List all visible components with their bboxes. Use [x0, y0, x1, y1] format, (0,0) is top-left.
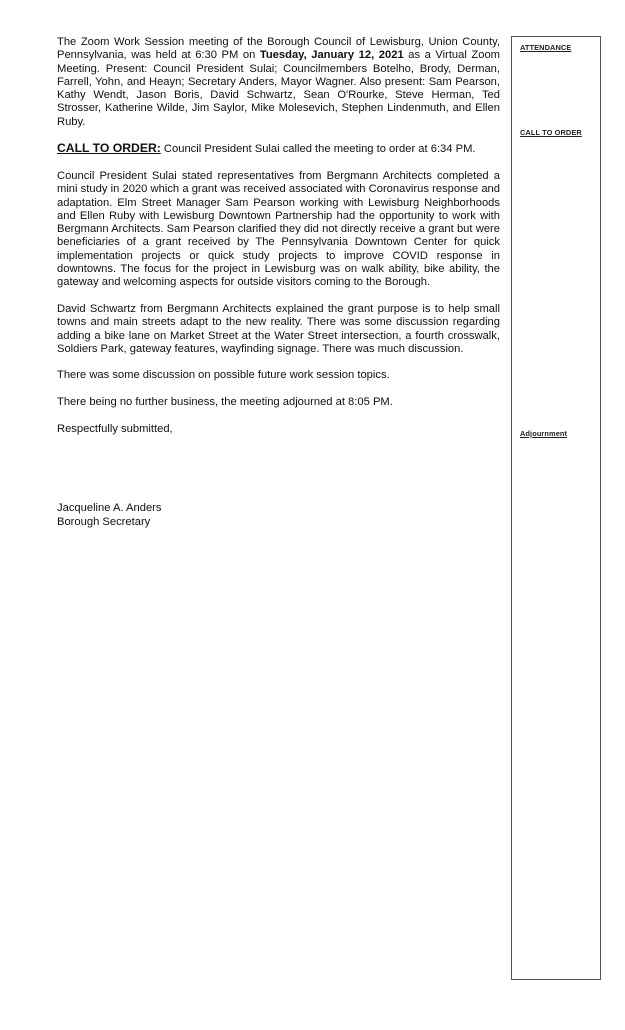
- sidebar-label-attendance: ATTENDANCE: [520, 43, 572, 52]
- margin-topic-sidebar: [511, 36, 601, 980]
- signature-block: [57, 502, 500, 529]
- intro-text: The Zoom Work Session meeting of the Borough Council of Lewisburg, Union County, Pennsylvania, was held at 6:30 PM on: [57, 36, 500, 62]
- call-to-order-paragraph: [57, 142, 500, 156]
- call-to-order-text: Council President Sulai called the meeting to order at 6:34 PM.: [160, 143, 476, 156]
- signature-space: [57, 449, 500, 502]
- adjournment-paragraph: There being no further business, the meeting adjourned at 8:05 PM.: [57, 396, 393, 409]
- sidebar-label-adjournment: Adjournment: [520, 429, 568, 438]
- attendance-paragraph: [57, 36, 500, 129]
- meeting-date: Tuesday, January 12, 2021: [259, 49, 404, 62]
- sidebar-label-call-to-order: CALL TO ORDER: [520, 128, 582, 137]
- closing-line: Respectfully submitted,: [57, 422, 173, 435]
- signature-title: Borough Secretary: [57, 515, 151, 528]
- schwartz-paragraph: David Schwartz from Bergmann Architects explained the grant purpose is to help small towns and main streets adapt to the new reality. There was some discussion regarding adding a bike lane on Market Street at the Water Street intersection, a fourth crosswalk, Soldiers Park, gateway features, wayfinding signage. There was much discussion.: [57, 302, 500, 355]
- signature-name: Jacqueline A. Anders: [57, 502, 162, 515]
- call-to-order-heading: CALL TO ORDER:: [57, 141, 161, 156]
- intro-text-continued: as a Virtual Zoom Meeting. Present: Council President Sulai; Councilmembers Botelho, Brody, Derman, Farrell, Yohn, and Heayn; Secretary Anders, Mayor Wagner. Also present: Sam Pearson, Kathy Wendt, Jason Boris, David Schwartz, Sean O'Rourke, Steve Herman, Ted Strosser, Katherine Wilde, Jim Saylor, Mike Molesevich, Stephen Lindenmuth, and Ellen Ruby.: [57, 49, 500, 128]
- bergmann-study-paragraph: Council President Sulai stated representatives from Bergmann Architects completed a mini study in 2020 which a grant was received associated with Coronavirus response and adaptation. Elm Street Manager Sam Pearson working with Lewisburg Neighborhoods and Ellen Ruby with Lewisburg Downtown Partnership had the opportunity to work with Bergmann Architects. Sam Pearson clarified they did not directly receive a grant but were beneficiaries of a grant received by The Pennsylvania Downtown Center for quick implementation projects or quick study projects to improve COVID response in downtowns. The focus for the project in Lewisburg was on walk ability, bike ability, the gateway and welcoming aspects for outside visitors coming to the Borough.: [57, 169, 500, 289]
- future-topics-paragraph: There was some discussion on possible future work session topics.: [57, 369, 390, 382]
- minutes-body: [57, 36, 500, 529]
